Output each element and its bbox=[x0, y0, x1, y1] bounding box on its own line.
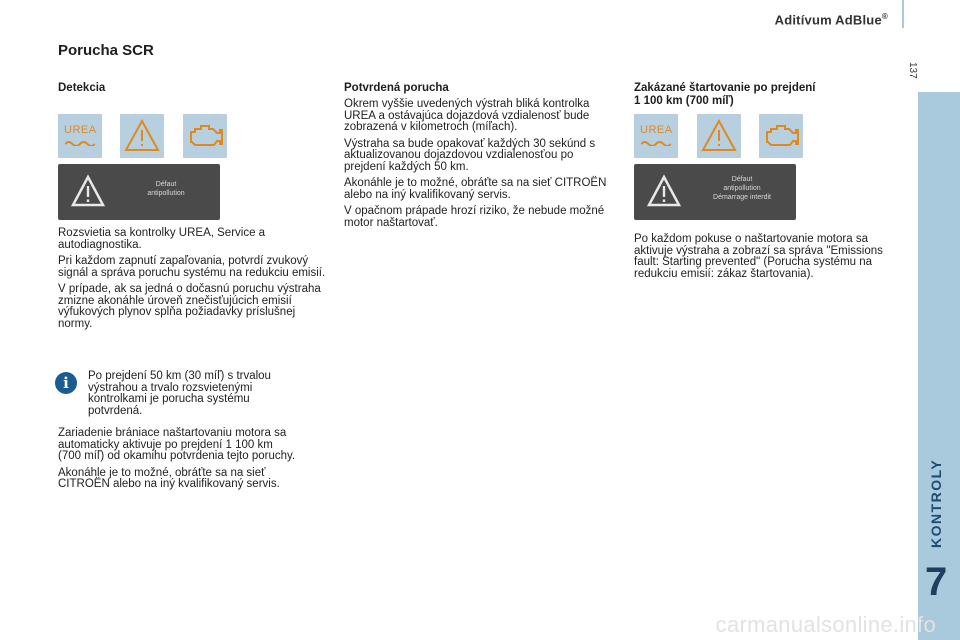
warning-triangle-icon-2 bbox=[697, 114, 741, 158]
display-message-text: Défaut antipollution bbox=[147, 181, 185, 197]
display-message-antipollution bbox=[58, 164, 220, 220]
column-detection bbox=[58, 82, 328, 95]
urea-wave-icon-2 bbox=[641, 140, 671, 146]
confirmed-para-3: Akonáhle je to možné, obráťte sa na sieť CITROËN alebo na iný kvalifikovaný servis. bbox=[344, 177, 607, 201]
detection-body bbox=[58, 228, 328, 335]
confirmed-fault-heading: Potvrdená porucha bbox=[344, 82, 449, 94]
service-warning-icon bbox=[120, 114, 164, 158]
confirmed-para-1: Okrem vyššie uvedených výstrah bliká kontrolka UREA a ostávajúca dojazdová vzdialenosť bude zobrazená v kilometroch (míľach). bbox=[344, 98, 590, 133]
urea-wave-icon bbox=[65, 140, 95, 146]
engine-icon bbox=[183, 114, 227, 158]
detection-para-2: Pri každom zapnutí zapaľovania, potvrdí zvukový signál a správa poruchu systému na redukciu emisií. bbox=[58, 255, 326, 279]
display-message-text-2: Défaut antipollution Démarrage interdit bbox=[713, 176, 771, 201]
urea-icon-label: UREA bbox=[64, 124, 97, 136]
start-prevented-para-1: Po každom pokuse o naštartovanie motora sa aktivuje výstraha a zobrazí sa správa "Emissions fault: Starting prevented" (Porucha systému na redukciu emisií: zákaz štartovania). bbox=[634, 233, 883, 280]
start-prevented-heading-1: Zakázané štartovanie po prejdení bbox=[634, 82, 816, 94]
detection-body-2 bbox=[58, 428, 298, 496]
header-title: Aditívum AdBlue® bbox=[774, 12, 888, 28]
info-icon: i bbox=[55, 372, 77, 394]
column-start-prevented bbox=[634, 82, 904, 108]
urea-icon-label-2: UREA bbox=[640, 124, 673, 136]
detection-para-1: Rozsvietia sa kontrolky UREA, Service a autodiagnostika. bbox=[58, 227, 266, 251]
chapter-label: KONTROLY bbox=[928, 458, 944, 548]
header-divider bbox=[902, 0, 904, 28]
page-number: 137 bbox=[907, 62, 918, 79]
display-warning-icon-2 bbox=[644, 172, 684, 212]
confirmed-para-2: Výstraha sa bude opakovať každých 30 sekúnd s aktualizovanou dojazdovou vzdialenosťou po prejdení každých 50 km. bbox=[344, 137, 596, 173]
engine-diagnostic-icon-2 bbox=[759, 114, 803, 158]
start-prevented-body bbox=[634, 234, 896, 285]
detection-para-3: V prípade, ak sa jedná o dočasnú poruchu výstraha zmizne akonáhle úroveň znečisťujúcich emisií výfukových plynov splňa požiadavky príslušnej normy. bbox=[58, 283, 321, 330]
info-note bbox=[88, 371, 293, 422]
engine-diagnostic-icon bbox=[183, 114, 227, 158]
column-confirmed-fault bbox=[344, 82, 616, 234]
detection-para-4: Zariadenie brániace naštartovaniu motora sa automaticky aktivuje po prejdení 1 100 km (700 míľ) od okamihu potvrdenia tejto poruchy. bbox=[58, 427, 296, 462]
service-warning-icon-2 bbox=[697, 114, 741, 158]
warning-triangle-icon bbox=[120, 114, 164, 158]
chapter-side-tab bbox=[918, 92, 960, 640]
chapter-number: 7 bbox=[925, 560, 948, 604]
detection-para-5: Akonáhle je to možné, obráťte sa na sieť CITROËN alebo na iný kvalifikovaný servis. bbox=[58, 466, 280, 490]
info-note-text: Po prejdení 50 km (30 míľ) s trvalou výstrahou a trvalo rozsvietenými kontrolkami je porucha systému potvrdená. bbox=[88, 370, 271, 417]
confirmed-para-4: V opačnom prápade hrozí riziko, že nebude možné motor naštartovať. bbox=[344, 205, 605, 229]
engine-icon-2 bbox=[759, 114, 803, 158]
display-message-start-prevented bbox=[634, 164, 796, 220]
start-prevented-heading-2: 1 100 km (700 míľ) bbox=[634, 95, 734, 107]
urea-warning-icon-2 bbox=[634, 114, 678, 158]
urea-warning-icon bbox=[58, 114, 102, 158]
section-title: Porucha SCR bbox=[58, 42, 154, 59]
detection-heading: Detekcia bbox=[58, 82, 106, 94]
watermark: carmanualsonline.info bbox=[715, 612, 936, 637]
display-warning-icon bbox=[68, 172, 108, 212]
